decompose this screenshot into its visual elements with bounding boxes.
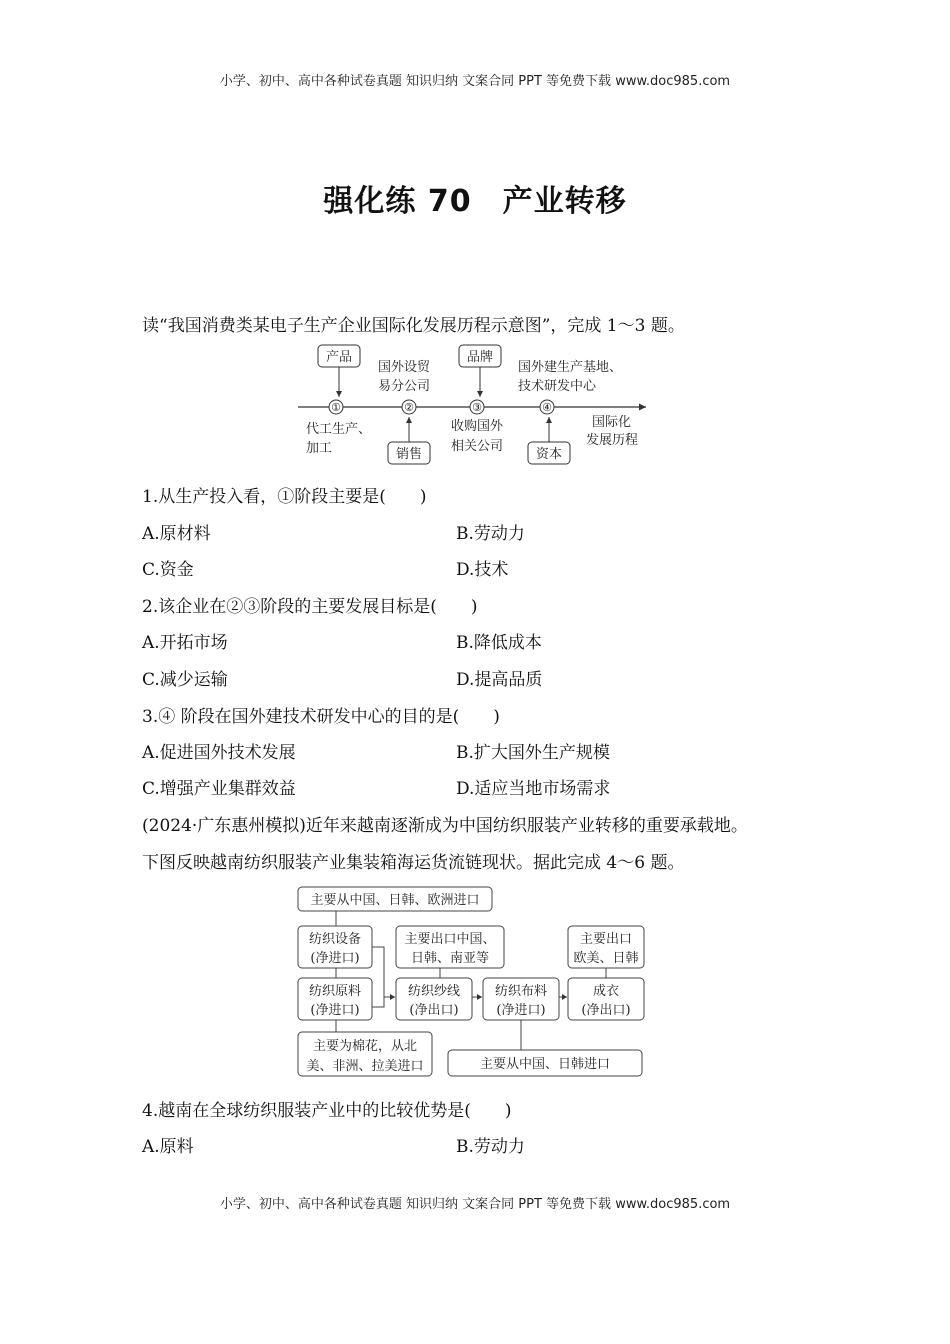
svg-text:美、非洲、拉美进口: 美、非洲、拉美进口 bbox=[306, 1059, 424, 1074]
question-2-stem: 2.该企业在②③阶段的主要发展目标是( ) bbox=[142, 597, 478, 617]
question-2-option-a: A.开拓市场 bbox=[142, 633, 228, 653]
question-3-option-c: C.增强产业集群效益 bbox=[142, 779, 296, 799]
question-1-option-a: A.原材料 bbox=[142, 524, 211, 544]
box-sales: 销售 bbox=[395, 447, 423, 462]
svg-text:主要出口中国、: 主要出口中国、 bbox=[404, 932, 496, 947]
svg-text:③: ③ bbox=[472, 401, 482, 414]
svg-text:技术研发中心: 技术研发中心 bbox=[518, 379, 597, 394]
diagram-internationalization-process bbox=[296, 342, 650, 470]
svg-text:发展历程: 发展历程 bbox=[586, 433, 639, 448]
svg-text:纺织布料: 纺织布料 bbox=[494, 984, 548, 999]
svg-text:②: ② bbox=[404, 401, 414, 414]
svg-text:(净进口): (净进口) bbox=[496, 1003, 546, 1018]
svg-text:国外设贸: 国外设贸 bbox=[378, 360, 431, 375]
question-2-option-c: C.减少运输 bbox=[142, 670, 228, 690]
footer-watermark: 小学、初中、高中各种试卷真题 知识归纳 文案合同 PPT 等免费下载 www.doc985.com bbox=[219, 1197, 731, 1212]
box-product: 产品 bbox=[325, 350, 353, 365]
svg-text:④: ④ bbox=[542, 401, 552, 414]
question-4-option-b: B.劳动力 bbox=[456, 1137, 525, 1157]
svg-text:易分公司: 易分公司 bbox=[378, 379, 431, 394]
svg-text:主要出口: 主要出口 bbox=[579, 932, 633, 947]
svg-text:国际化: 国际化 bbox=[592, 415, 632, 430]
svg-text:相关公司: 相关公司 bbox=[451, 439, 504, 454]
question-1-option-c: C.资金 bbox=[142, 560, 194, 580]
question-1-stem: 1.从生产投入看，①阶段主要是( ) bbox=[142, 487, 427, 507]
svg-text:(净出口): (净出口) bbox=[409, 1003, 459, 1018]
header-watermark: 小学、初中、高中各种试卷真题 知识归纳 文案合同 PPT 等免费下载 www.doc985.com bbox=[219, 74, 731, 89]
question-1-option-d: D.技术 bbox=[456, 560, 509, 580]
svg-text:代工生产、: 代工生产、 bbox=[306, 422, 372, 437]
question-4-stem: 4.越南在全球纺织服装产业中的比较优势是( ) bbox=[142, 1101, 512, 1121]
question-3-option-b: B.扩大国外生产规模 bbox=[456, 743, 610, 763]
question-3-stem: 3.④ 阶段在国外建技术研发中心的目的是( ) bbox=[142, 707, 500, 727]
intro-questions-4-6-line1: (2024·广东惠州模拟)近年来越南逐渐成为中国纺织服装产业转移的重要承载地。 bbox=[142, 816, 748, 836]
question-2-option-b: B.降低成本 bbox=[456, 633, 542, 653]
intro-questions-4-6-line2: 下图反映越南纺织服装产业集装箱海运货流链现状。据此完成 4～6 题。 bbox=[142, 853, 685, 873]
box-capital: 资本 bbox=[535, 447, 563, 462]
question-2-option-d: D.提高品质 bbox=[456, 670, 543, 690]
question-3-option-d: D.适应当地市场需求 bbox=[456, 779, 611, 799]
svg-text:(净进口): (净进口) bbox=[310, 951, 360, 966]
question-1-option-b: B.劳动力 bbox=[456, 524, 525, 544]
svg-text:日韩、南亚等: 日韩、南亚等 bbox=[410, 951, 490, 966]
svg-text:欧美、日韩: 欧美、日韩 bbox=[573, 951, 639, 966]
svg-text:主要从中国、日韩进口: 主要从中国、日韩进口 bbox=[479, 1057, 611, 1072]
svg-text:(净进口): (净进口) bbox=[310, 1003, 360, 1018]
top-source-box: 主要从中国、日韩、欧洲进口 bbox=[310, 893, 480, 908]
svg-text:加工: 加工 bbox=[306, 441, 333, 456]
intro-questions-1-3: 读“我国消费类某电子生产企业国际化发展历程示意图”，完成 1～3 题。 bbox=[142, 316, 685, 336]
svg-text:纺织纱线: 纺织纱线 bbox=[407, 984, 461, 999]
svg-text:(净出口): (净出口) bbox=[581, 1003, 631, 1018]
svg-text:纺织原料: 纺织原料 bbox=[308, 984, 362, 999]
svg-text:主要为棉花，从北: 主要为棉花，从北 bbox=[312, 1039, 418, 1054]
question-4-option-a: A.原料 bbox=[142, 1137, 194, 1157]
box-brand: 品牌 bbox=[466, 350, 494, 365]
question-3-option-a: A.促进国外技术发展 bbox=[142, 743, 296, 763]
svg-text:收购国外: 收购国外 bbox=[451, 419, 504, 434]
svg-text:纺织设备: 纺织设备 bbox=[308, 932, 362, 947]
svg-text:成衣: 成衣 bbox=[592, 984, 620, 999]
diagram-vietnam-textile-chain bbox=[296, 884, 646, 1080]
svg-text:国外建生产基地、: 国外建生产基地、 bbox=[518, 360, 623, 375]
page-title: 强化练 70 产业转移 bbox=[323, 184, 627, 219]
svg-text:①: ① bbox=[331, 401, 341, 414]
